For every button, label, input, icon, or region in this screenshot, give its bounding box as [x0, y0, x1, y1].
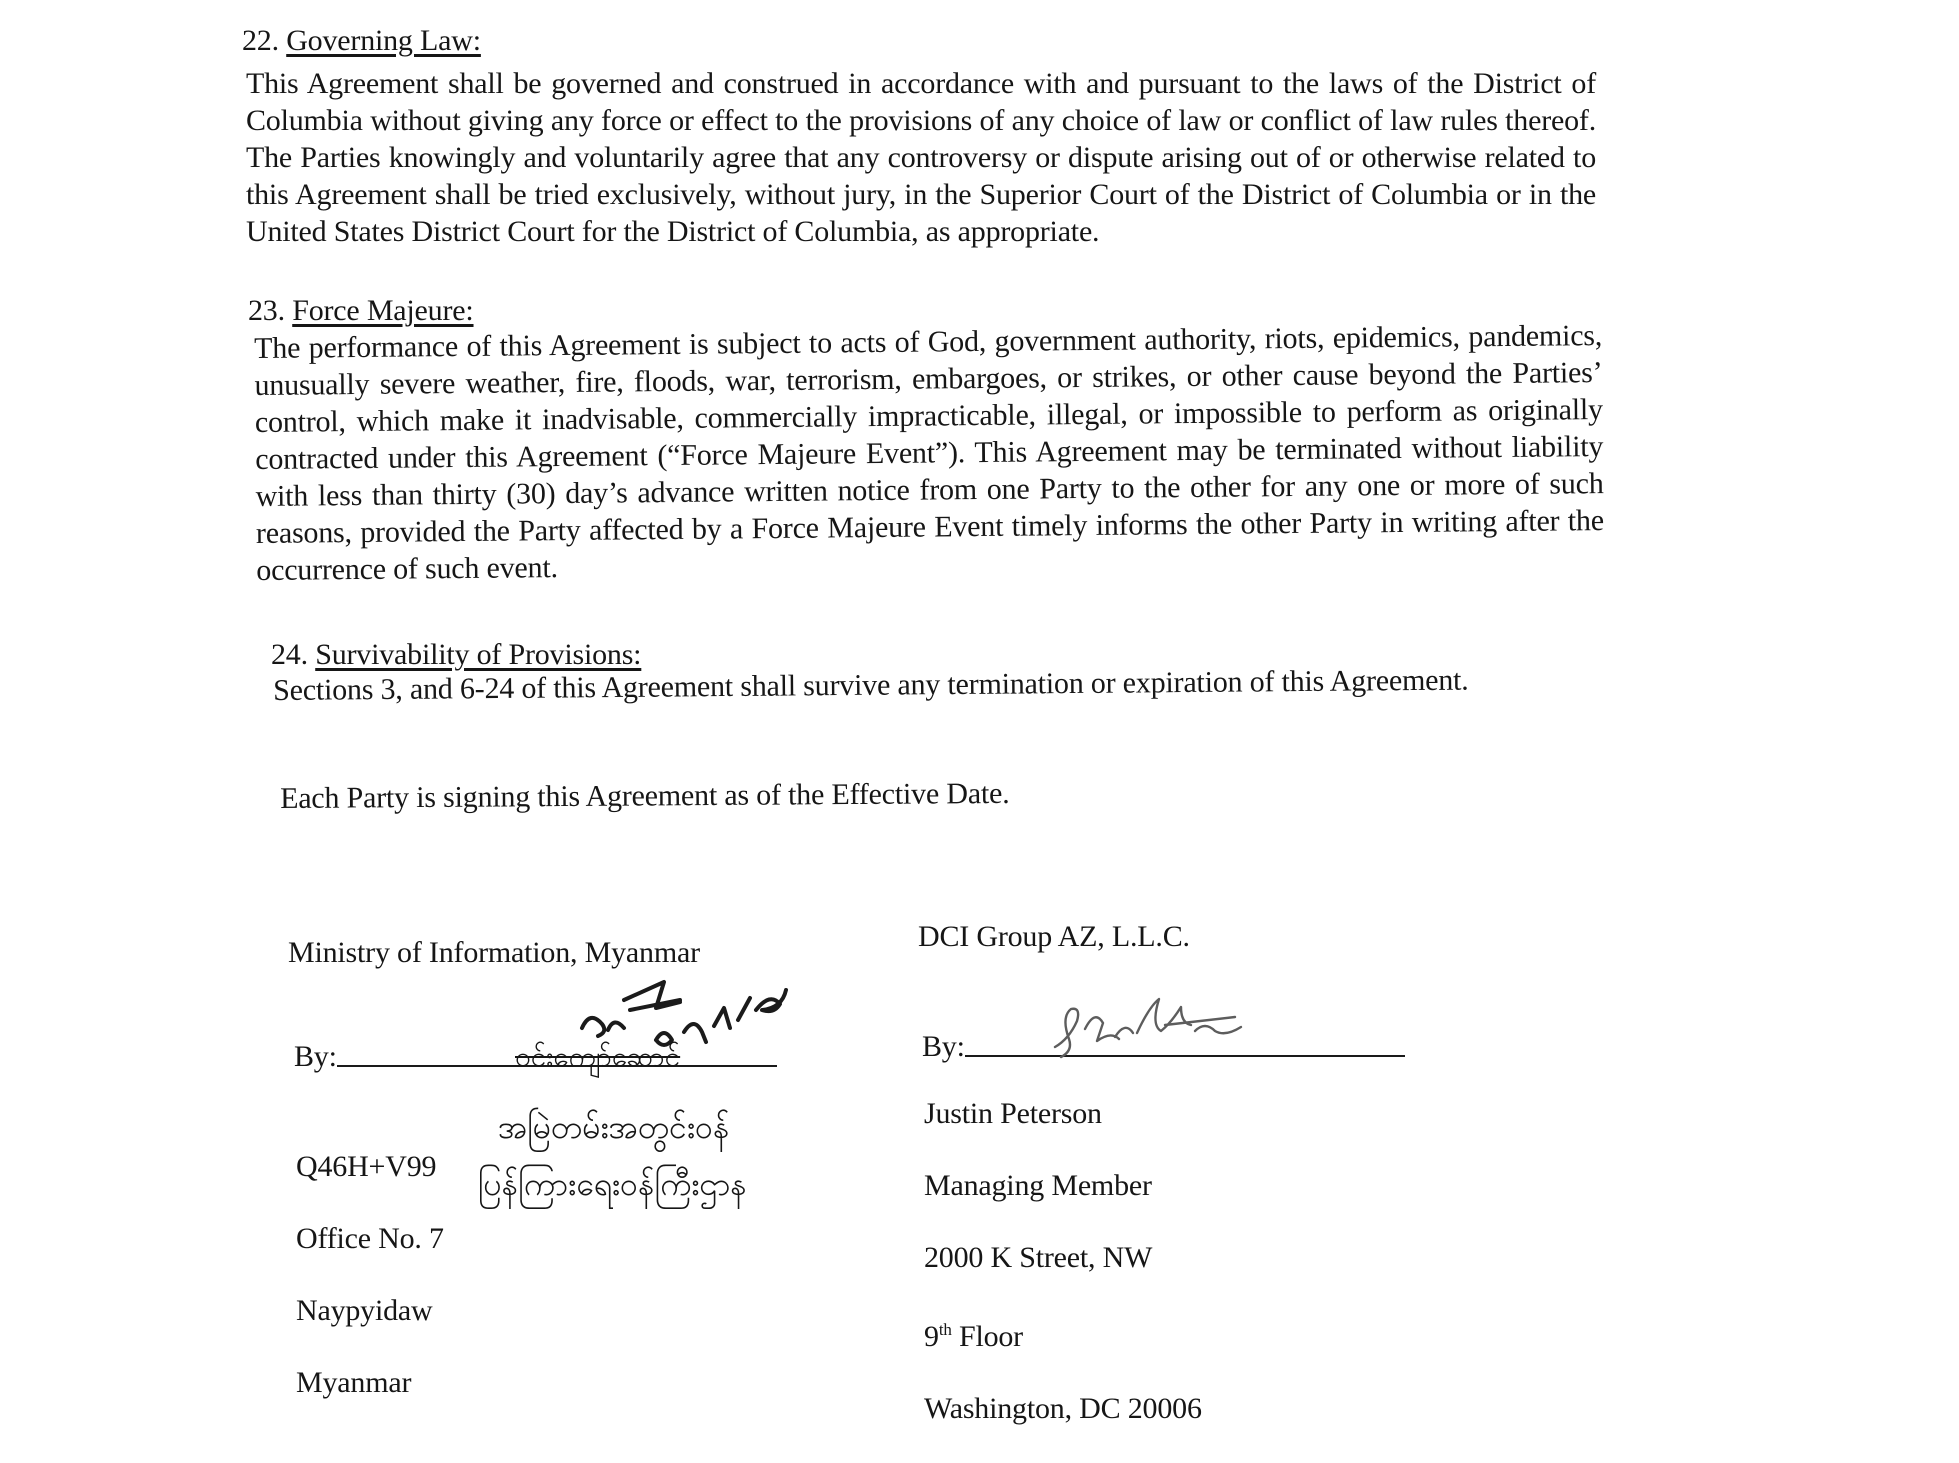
- party-left-address-line: Q46H+V99: [296, 1150, 437, 1183]
- party-right-signer-name: Justin Peterson: [924, 1097, 1102, 1130]
- signing-statement: Each Party is signing this Agreement as of the Effective Date.: [280, 776, 1010, 815]
- section-23-heading: [248, 292, 474, 329]
- party-right-floor-suffix: th: [938, 1320, 952, 1339]
- party-left-address-line: Office No. 7: [296, 1222, 444, 1255]
- party-right-signature: [1045, 985, 1255, 1065]
- party-right-by-label: By:: [922, 1030, 965, 1063]
- party-right-address-line: 2000 K Street, NW: [924, 1241, 1153, 1274]
- section-24-number: 24.: [271, 638, 308, 671]
- party-left-office-mm: ပြန်ကြားရေးဝန်ကြီးဌာန: [478, 1165, 747, 1203]
- section-22-number: 22.: [242, 24, 279, 57]
- section-24-body: Sections 3, and 6-24 of this Agreement shall survive any termination or expiration of this Agreement.: [273, 663, 1469, 707]
- party-left-by-label: By:: [294, 1040, 337, 1073]
- party-right-name: DCI Group AZ, L.L.C.: [918, 920, 1190, 953]
- section-24-title: Survivability of Provisions:: [315, 638, 642, 671]
- party-left-address-line: Naypyidaw: [296, 1294, 433, 1327]
- party-left-address: [296, 1113, 444, 1437]
- party-right-address-line: Washington, DC 20006: [924, 1392, 1202, 1425]
- section-22-title: Governing Law:: [286, 24, 481, 57]
- section-22-body: This Agreement shall be governed and construed in accordance with and pursuant to the laws of the District of Columbia without giving any force or effect to the provisions of any choice of law or conflict of law rules thereof. The Parties knowingly and voluntarily agree that any controversy or dispute arising out of or otherwise related to this Agreement shall be tried exclusively, without jury, in the Superior Court of the District of Columbia or in the United States District Court for the District of Columbia, as appropriate.: [246, 67, 1596, 248]
- section-24-heading: [271, 636, 641, 673]
- section-23-number: 23.: [248, 294, 285, 327]
- party-left-title-mm: အမြဲတမ်းအတွင်းဝန်: [498, 1108, 730, 1146]
- party-right-signer-title: Managing Member: [924, 1169, 1152, 1202]
- section-23-body: The performance of this Agreement is subject to acts of God, government authority, riots, epidemics, pandemics, unusually severe weather, fire, floods, war, terrorism, embargoes, or strikes, or other cause beyond the Parties’ control, which make it inadvisable, commercially impracticable, illegal, or impossible to perform as originally contracted under this Agreement (“Force Majeure Event”). This Agreement may be terminated without liability with less than thirty (30) day’s advance written notice from one Party to the other for any one or more of such reasons, provided the Party affected by a Force Majeure Event timely informs the other Party in writing after the occurrence of such event.: [254, 319, 1605, 587]
- party-right-floor-line: [924, 1312, 1202, 1355]
- party-left-signer-name: ဝင်းကျော်ဆောင်: [515, 1040, 681, 1073]
- section-23-title: Force Majeure:: [292, 294, 474, 327]
- party-left-address-line: Myanmar: [296, 1366, 412, 1399]
- party-right-floor-number: 9: [924, 1320, 939, 1353]
- party-left-name: Ministry of Information, Myanmar: [288, 936, 700, 969]
- party-right-floor-word: Floor: [958, 1320, 1023, 1353]
- party-right-address: [924, 1060, 1202, 1463]
- section-22-heading: [242, 22, 481, 59]
